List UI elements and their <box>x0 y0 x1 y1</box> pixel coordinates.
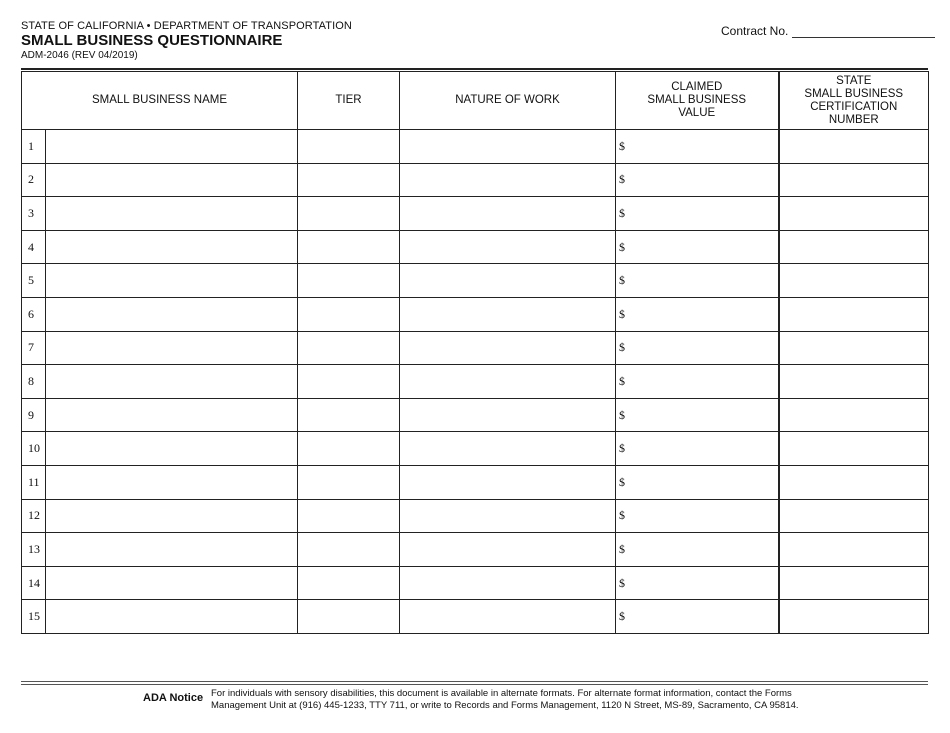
certification-number-cell[interactable] <box>779 499 929 533</box>
table-row <box>22 297 929 331</box>
table-row <box>22 600 929 634</box>
currency-symbol: $ <box>619 474 625 489</box>
column-header-certification <box>779 72 929 130</box>
business-name-cell[interactable] <box>46 533 298 567</box>
row-number: 15 <box>22 600 46 634</box>
tier-cell[interactable] <box>298 533 400 567</box>
claimed-value-cell[interactable] <box>616 297 779 331</box>
claimed-value-cell[interactable] <box>616 230 779 264</box>
nature-of-work-cell[interactable] <box>400 297 616 331</box>
contract-number-label: Contract No. <box>721 24 789 38</box>
currency-symbol: $ <box>619 373 625 388</box>
claimed-value-cell[interactable] <box>616 197 779 231</box>
business-name-cell[interactable] <box>46 499 298 533</box>
nature-of-work-cell[interactable] <box>400 264 616 298</box>
form-revision: ADM-2046 (REV 04/2019) <box>21 50 138 61</box>
nature-of-work-cell[interactable] <box>400 465 616 499</box>
business-name-cell[interactable] <box>46 230 298 264</box>
table-row <box>22 163 929 197</box>
row-number: 9 <box>22 398 46 432</box>
currency-symbol: $ <box>619 239 625 254</box>
table-header-row <box>22 72 929 130</box>
nature-of-work-cell[interactable] <box>400 533 616 567</box>
currency-symbol: $ <box>619 508 625 523</box>
certification-number-cell[interactable] <box>779 533 929 567</box>
table-row <box>22 197 929 231</box>
row-number: 8 <box>22 365 46 399</box>
row-number: 10 <box>22 432 46 466</box>
cert-header-line: CERTIFICATION <box>810 100 898 113</box>
table-row <box>22 331 929 365</box>
tier-cell[interactable] <box>298 163 400 197</box>
certification-number-cell[interactable] <box>779 432 929 466</box>
currency-symbol: $ <box>619 273 625 288</box>
column-header-value <box>616 72 779 130</box>
tier-cell[interactable] <box>298 432 400 466</box>
column-header-work: NATURE OF WORK <box>400 72 616 130</box>
value-header-line: CLAIMED <box>671 81 723 93</box>
claimed-value-cell[interactable] <box>616 432 779 466</box>
certification-number-cell[interactable] <box>779 297 929 331</box>
column-header-tier: TIER <box>298 72 400 130</box>
currency-symbol: $ <box>619 441 625 456</box>
business-name-cell[interactable] <box>46 297 298 331</box>
claimed-value-cell[interactable] <box>616 264 779 298</box>
nature-of-work-cell[interactable] <box>400 331 616 365</box>
business-name-cell[interactable] <box>46 130 298 164</box>
table-row <box>22 566 929 600</box>
agency-line: STATE OF CALIFORNIA • DEPARTMENT OF TRANSPORTATION <box>21 20 352 32</box>
row-number: 4 <box>22 230 46 264</box>
business-name-cell[interactable] <box>46 465 298 499</box>
business-name-cell[interactable] <box>46 264 298 298</box>
certification-number-cell[interactable] <box>779 230 929 264</box>
nature-of-work-cell[interactable] <box>400 230 616 264</box>
claimed-value-cell[interactable] <box>616 130 779 164</box>
certification-number-cell[interactable] <box>779 365 929 399</box>
currency-symbol: $ <box>619 205 625 220</box>
claimed-value-cell[interactable] <box>616 365 779 399</box>
tier-cell[interactable] <box>298 331 400 365</box>
nature-of-work-cell[interactable] <box>400 499 616 533</box>
tier-cell[interactable] <box>298 264 400 298</box>
tier-cell[interactable] <box>298 465 400 499</box>
business-name-cell[interactable] <box>46 398 298 432</box>
contract-number-field[interactable] <box>792 24 935 38</box>
business-name-cell[interactable] <box>46 197 298 231</box>
footer-rule-1 <box>21 681 928 682</box>
tier-cell[interactable] <box>298 297 400 331</box>
currency-symbol: $ <box>619 172 625 187</box>
row-number: 14 <box>22 566 46 600</box>
row-number: 1 <box>22 130 46 164</box>
ada-notice-label: ADA Notice <box>143 692 204 704</box>
cert-header-line: STATE <box>836 74 872 87</box>
certification-number-cell[interactable] <box>779 465 929 499</box>
footer-rule-2 <box>21 684 928 685</box>
form-title: SMALL BUSINESS QUESTIONNAIRE <box>21 32 283 49</box>
certification-number-cell[interactable] <box>779 130 929 164</box>
table-row <box>22 398 929 432</box>
certification-number-cell[interactable] <box>779 163 929 197</box>
row-number: 2 <box>22 163 46 197</box>
nature-of-work-cell[interactable] <box>400 398 616 432</box>
claimed-value-cell[interactable] <box>616 499 779 533</box>
nature-of-work-cell[interactable] <box>400 566 616 600</box>
claimed-value-cell[interactable] <box>616 566 779 600</box>
tier-cell[interactable] <box>298 600 400 634</box>
certification-number-cell[interactable] <box>779 398 929 432</box>
value-header-line: SMALL BUSINESS <box>647 94 747 106</box>
business-name-cell[interactable] <box>46 163 298 197</box>
claimed-value-cell[interactable] <box>616 465 779 499</box>
row-number: 5 <box>22 264 46 298</box>
small-business-table <box>21 71 929 634</box>
nature-of-work-cell[interactable] <box>400 432 616 466</box>
table-row <box>22 533 929 567</box>
certification-number-cell[interactable] <box>779 566 929 600</box>
certification-number-cell[interactable] <box>779 331 929 365</box>
table-row <box>22 264 929 298</box>
tier-cell[interactable] <box>298 365 400 399</box>
business-name-cell[interactable] <box>46 331 298 365</box>
business-name-cell[interactable] <box>46 432 298 466</box>
business-name-cell[interactable] <box>46 600 298 634</box>
top-rule <box>21 68 928 70</box>
cert-header-line: NUMBER <box>828 113 879 126</box>
ada-notice-line: For individuals with sensory disabilities, this document is available in alternate formats. For alternate format information, contact the Forms <box>211 688 792 699</box>
currency-symbol: $ <box>619 575 625 590</box>
row-number: 11 <box>22 465 46 499</box>
row-number: 3 <box>22 197 46 231</box>
tier-cell[interactable] <box>298 230 400 264</box>
tier-cell[interactable] <box>298 197 400 231</box>
tier-cell[interactable] <box>298 130 400 164</box>
table-row <box>22 365 929 399</box>
tier-cell[interactable] <box>298 499 400 533</box>
nature-of-work-cell[interactable] <box>400 365 616 399</box>
table-row <box>22 432 929 466</box>
claimed-value-cell[interactable] <box>616 331 779 365</box>
currency-symbol: $ <box>619 306 625 321</box>
business-name-cell[interactable] <box>46 566 298 600</box>
claimed-value-cell[interactable] <box>616 533 779 567</box>
tier-cell[interactable] <box>298 566 400 600</box>
value-header-line: VALUE <box>678 107 716 119</box>
nature-of-work-cell[interactable] <box>400 197 616 231</box>
column-header-name: SMALL BUSINESS NAME <box>22 72 298 130</box>
certification-number-cell[interactable] <box>779 600 929 634</box>
claimed-value-cell[interactable] <box>616 398 779 432</box>
nature-of-work-cell[interactable] <box>400 600 616 634</box>
row-number: 6 <box>22 297 46 331</box>
certification-number-cell[interactable] <box>779 197 929 231</box>
row-number: 7 <box>22 331 46 365</box>
table-row <box>22 230 929 264</box>
currency-symbol: $ <box>619 138 625 153</box>
currency-symbol: $ <box>619 340 625 355</box>
currency-symbol: $ <box>619 541 625 556</box>
table-row <box>22 130 929 164</box>
contract-number <box>721 24 935 38</box>
nature-of-work-cell[interactable] <box>400 130 616 164</box>
currency-symbol: $ <box>619 407 625 422</box>
row-number: 13 <box>22 533 46 567</box>
table-row <box>22 499 929 533</box>
currency-symbol: $ <box>619 609 625 624</box>
table-row <box>22 465 929 499</box>
business-name-cell[interactable] <box>46 365 298 399</box>
claimed-value-cell[interactable] <box>616 163 779 197</box>
certification-number-cell[interactable] <box>779 264 929 298</box>
tier-cell[interactable] <box>298 398 400 432</box>
ada-notice-line: Management Unit at (916) 445-1233, TTY 711, or write to Records and Forms Management, 1120 N Street, MS-89, Sacramento, CA 95814. <box>211 700 799 711</box>
cert-header-line: SMALL BUSINESS <box>804 87 904 100</box>
nature-of-work-cell[interactable] <box>400 163 616 197</box>
ada-notice-text <box>211 688 831 712</box>
row-number: 12 <box>22 499 46 533</box>
claimed-value-cell[interactable] <box>616 600 779 634</box>
